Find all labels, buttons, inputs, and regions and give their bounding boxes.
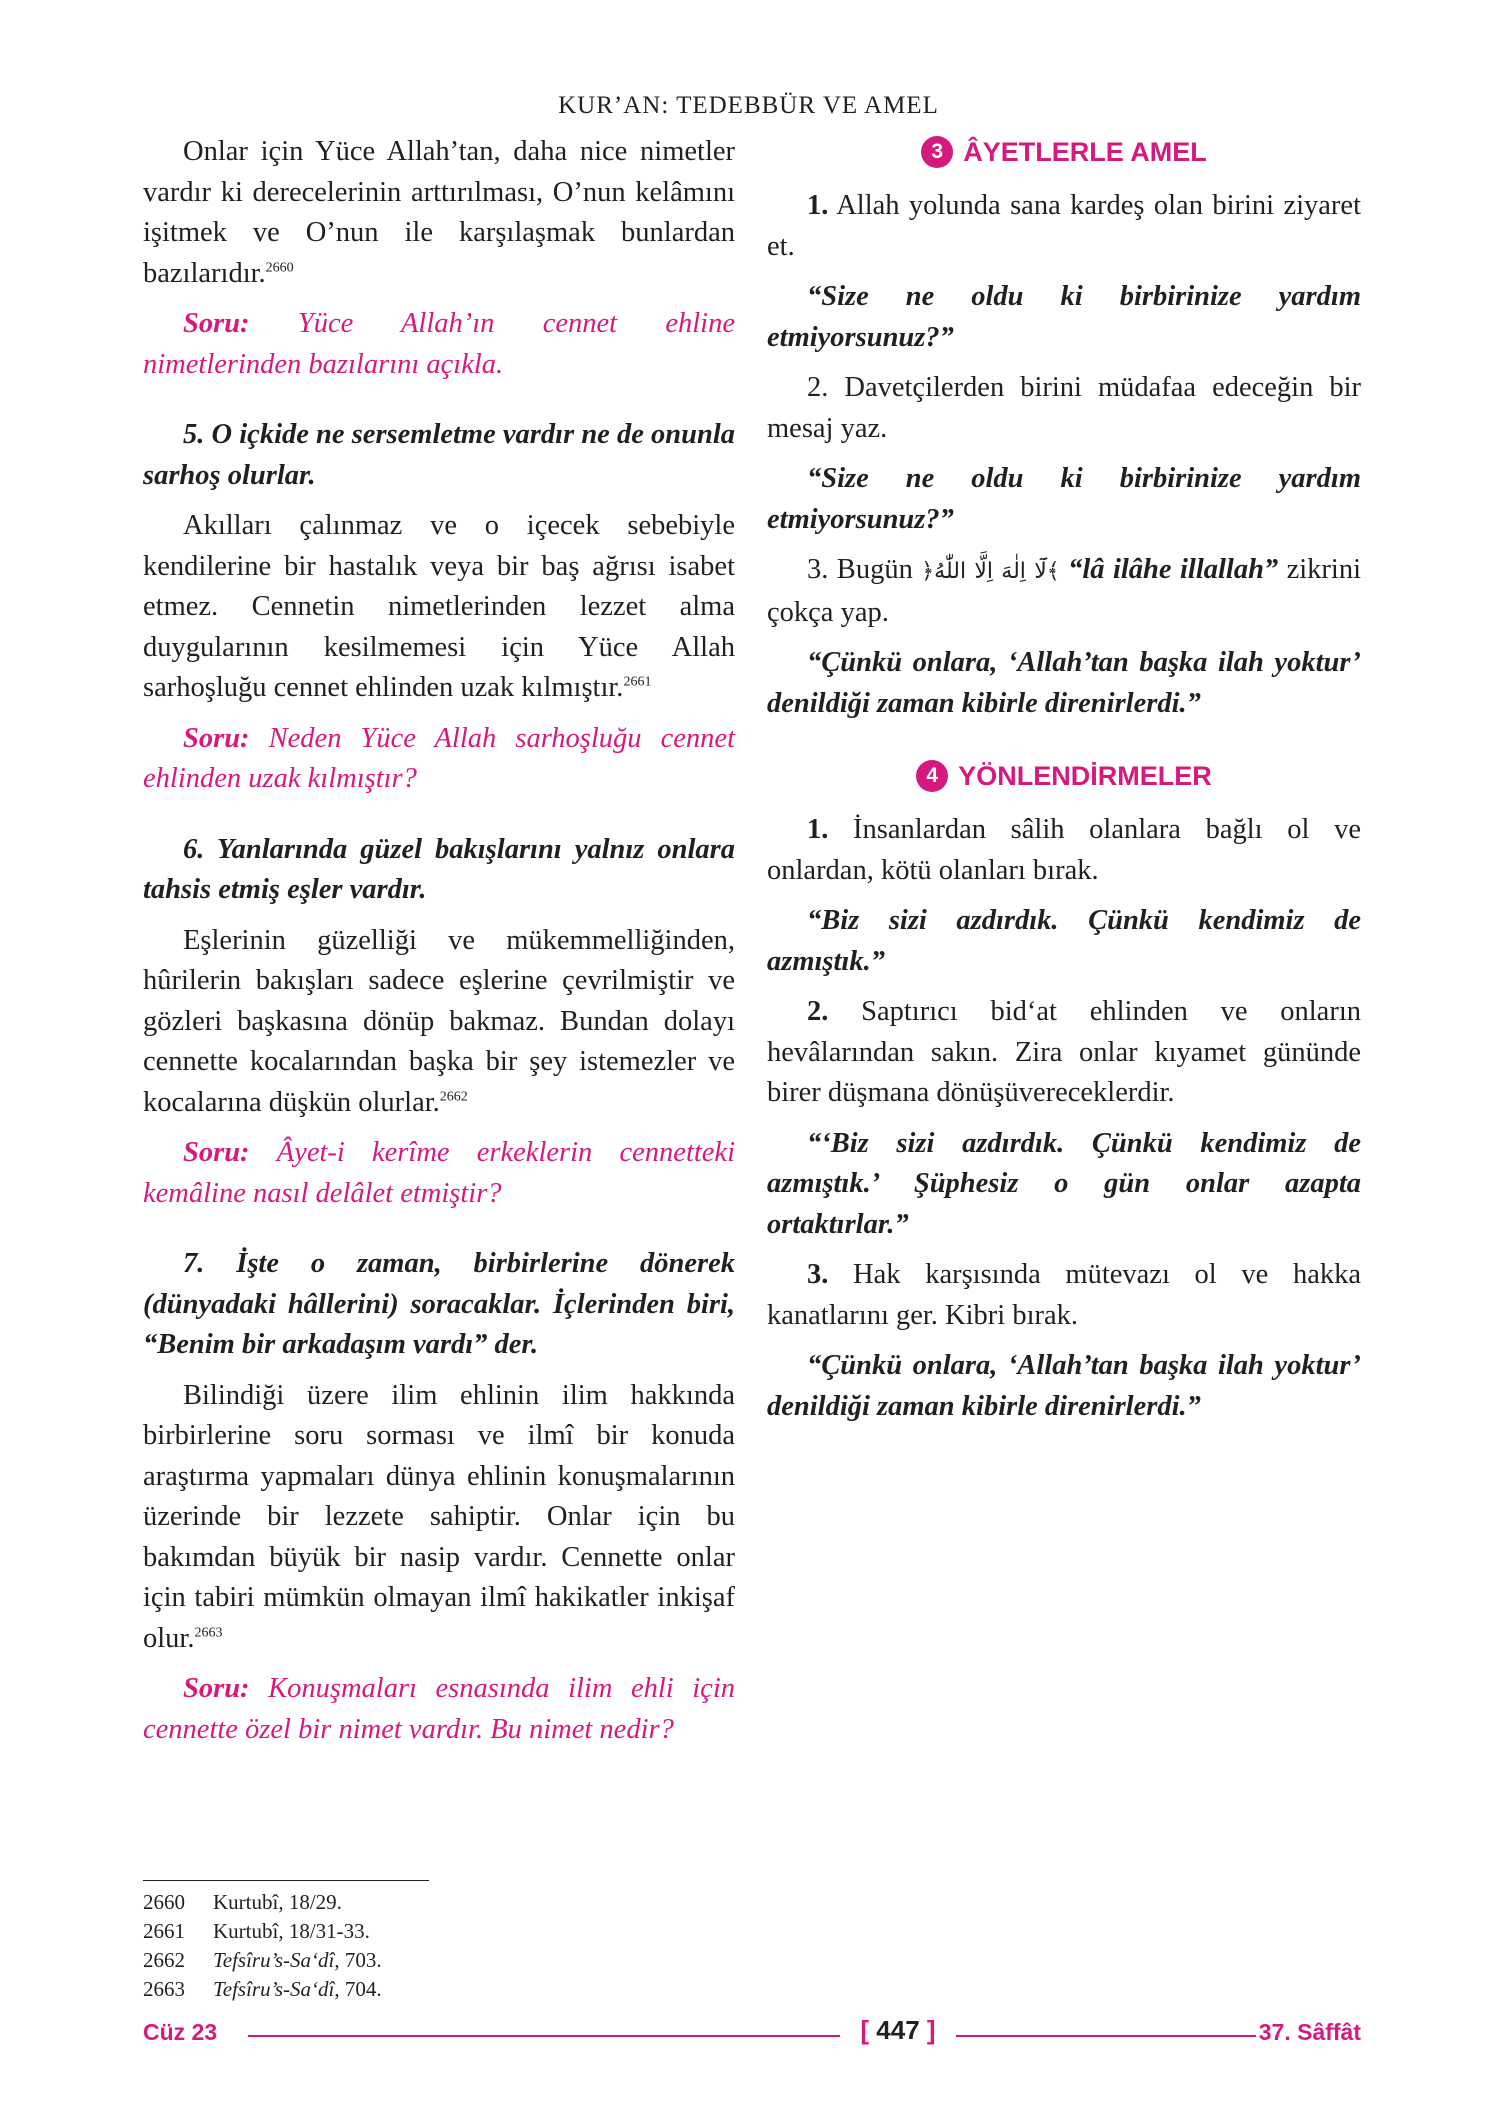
verse-5: 5. O içkide ne sersemletme vardır ne de onunla sarhoş olurlar. [143,419,735,491]
left-column [143,132,735,1750]
footnote-ref[interactable]: 2663 [194,1625,223,1640]
footnote-ref[interactable]: 2661 [623,674,652,690]
guidance-quote: “‘Biz sizi azdırdık. Çünkü kendimiz de azmıştık.’ Şüphesiz o gün onlar azapta ortaktırlar.” [767,1127,1361,1240]
question: Soru: Âyet-i kerîme erkeklerin cennetteki kemâline nasıl delâlet etmiştir? [143,1137,735,1209]
footnote: 2662 Tefsîru’s-Sa‘dî, 703. [143,1948,382,1972]
paragraph: Eşlerinin güzelliği ve mükemmelliğinden, hûrilerin bakışları sadece eşlerine çevrilmiştir ve gözleri başkasına dönüp bakmaz. Bundan dolayı cennette kocalarından başka bir şey istemezler ve kocalarına düşkün olurlar.$^{2662}$ [143,924,735,1118]
action-quote: “Size ne oldu ki birbirinize yardım etmiyorsunuz?” [767,463,1361,535]
footnote-ref[interactable]: 2660 [265,260,294,275]
guidance-quote: “Biz sizi azdırdık. Çünkü kendimiz de azmıştık.” [767,905,1361,977]
guidance-item: 1. İnsanlardan sâlih olanlara bağlı ol ve onlardan, kötü olanları bırak. [767,814,1361,886]
action-quote: “Size ne oldu ki birbirinize yardım etmiyorsunuz?” [767,281,1361,353]
section-heading-ayetlerle-amel [767,132,1361,172]
arabic-text: ﴿لَٓا اِلٰهَ اِلَّا اللّٰهُ﴾ [921,559,1060,584]
verse-7: 7. İşte o zaman, birbirlerine dönerek (dünyadaki hâllerini) soracaklar. İçlerinden biri, “Benim bir arkadaşım vardı” der. [143,1248,735,1360]
question: Soru: Yüce Allah’ın cennet ehline nimetlerinden bazılarını açıkla. [143,308,736,380]
section-heading-yonlendirmeler [767,756,1361,796]
section-number-badge: 3 [921,136,953,168]
verse-6: 6. Yanlarında güzel bakışlarını yalnız onlara tahsis etmiş eşler vardır. [143,833,735,905]
juz-label: Cüz 23 [143,2019,218,2045]
right-column [767,132,1361,1427]
footnote: 2661 Kurtubî, 18/31-33. [143,1919,370,1943]
footer-rule [956,2035,1256,2037]
action-quote: “Çünkü onlara, ‘Allah’tan başka ilah yoktur’ denildiği zaman kibirle direnirlerdi.” [767,647,1361,719]
footer-rule [248,2035,840,2037]
action-item: 3. Bugün ﴿لَٓا اِلٰهَ اِلَّا اللّٰهُ﴾ “lâ ilâhe illallah” zikrini çokça yap. [767,554,1362,628]
running-header: KUR’AN: TEDEBBÜR VE AMEL [558,92,939,119]
paragraph: Akılları çalınmaz ve o içecek sebebiyle kendilerine bir hastalık veya bir baş ağrısı isabet etmez. Cennetin nimetlerinden lezzet alma duygularının kesilmemesi için Yüce Allah sarhoşluğu cennet ehlinden uzak kılmıştır.$^{2661}$ [143,510,735,703]
paragraph: Bilindiği üzere ilim ehlinin ilim hakkında birbirlerine soru sorması ve ilmî bir konuda araştırma yapmaları dünya ehlinin konuşmalarının üzerinde bir lezzete sahiptir. Onlar için bu bakımdan büyük bir nasip vardır. Cennette onlar için tabiri mümkün olmayan ilmî hakikatler inkişaf olur.$^{2663}$ [143,1379,735,1654]
action-item: 1. Allah yolunda sana kardeş olan birini ziyaret et. [767,190,1361,262]
footnote-divider [143,1880,429,1881]
guidance-item: 2. Saptırıcı bid‘at ehlinden ve onların hevâlarından sakın. Zira onlar kıyamet gününde birer düşmana dönüşüvereceklerdir. [767,996,1361,1108]
footnote-ref[interactable]: 2662 [439,1089,468,1104]
section-number-badge: 4 [916,760,948,792]
action-item: 2. Davetçilerden birini müdafaa edeceğin bir mesaj yaz. [767,372,1361,444]
paragraph: Onlar için Yüce Allah’tan, daha nice nimetler vardır ki derecelerinin arttırılması, O’nun kelâmını işitmek ve O’nun ile karşılaşmak bunlardan bazılarıdır.$^{2660}$ [143,136,735,289]
section-title: YÖNLENDİRMELER [958,760,1212,791]
footnotes [143,1888,743,2004]
guidance-item: 3. Hak karşısında mütevazı ol ve hakka kanatlarını ger. Kibri bırak. [767,1259,1361,1331]
page-footer [143,2015,1361,2051]
question: Soru: Neden Yüce Allah sarhoşluğu cennet ehlinden uzak kılmıştır? [143,722,735,794]
footnote: 2660 Kurtubî, 18/29. [143,1890,342,1914]
page-number: [ 447 ] [860,2015,936,2045]
section-title: ÂYETLERLE AMEL [963,136,1207,167]
guidance-quote: “Çünkü onlara, ‘Allah’tan başka ilah yoktur’ denildiği zaman kibirle direnirlerdi.” [767,1350,1361,1422]
question: Soru: Konuşmaları esnasında ilim ehli için cennette özel bir nimet vardır. Bu nimet nedir? [143,1673,736,1745]
footnote: 2663 Tefsîru’s-Sa‘dî, 704. [143,1977,382,2001]
surah-label: 37. Sâffât [1258,2019,1361,2045]
